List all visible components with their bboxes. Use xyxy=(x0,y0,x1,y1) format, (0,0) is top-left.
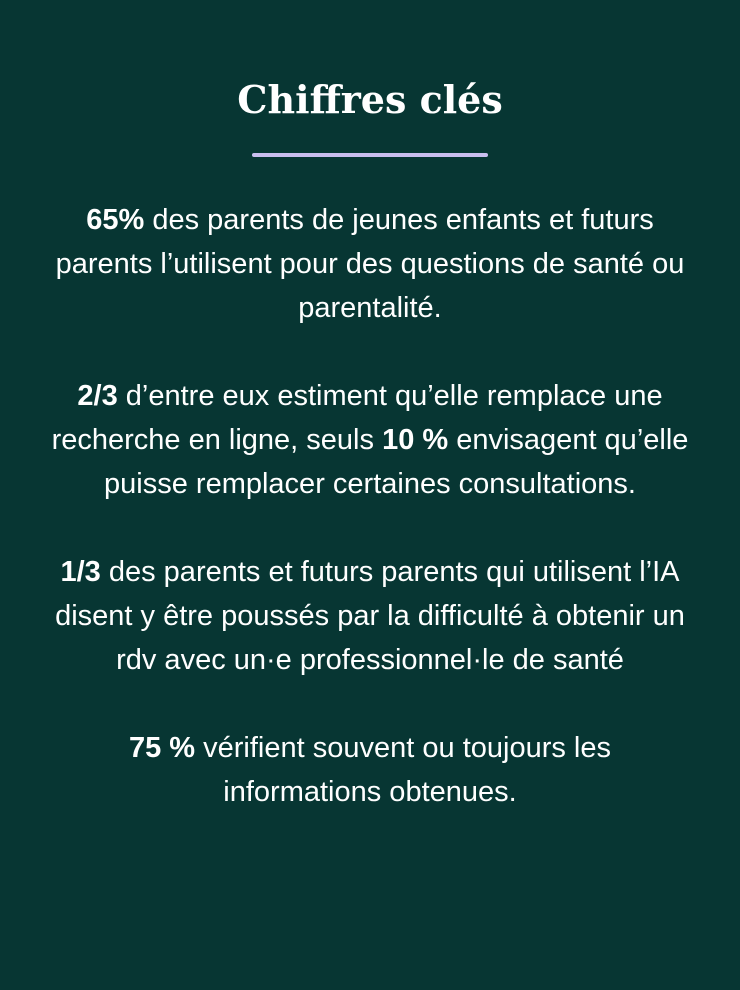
stat-item xyxy=(50,550,690,682)
stat-item xyxy=(50,726,690,814)
stat-highlight: 75 % xyxy=(128,732,196,764)
stat-item xyxy=(50,374,690,506)
stat-highlight: 10 % xyxy=(382,424,449,456)
stat-text: vérifient souvent ou toujours les informations obtenues. xyxy=(195,732,611,808)
stat-highlight: 65% xyxy=(86,204,145,236)
stat-highlight: 2/3 xyxy=(77,380,118,412)
stat-text: des parents et futurs parents qui utilisent l’IA disent y être poussés par la difficulté à obtenir un rdv avec un·e professionnel·le de santé xyxy=(55,556,685,676)
stat-highlight: 1/3 xyxy=(60,556,101,588)
page-title: Chiffres clés xyxy=(237,77,503,122)
stat-text: des parents de jeunes enfants et futurs parents l’utilisent pour des questions de santé ou parentalité. xyxy=(55,204,685,324)
stat-text: d’entre eux estiment qu’elle remplace une recherche en ligne, seuls xyxy=(51,380,663,456)
title-divider xyxy=(252,153,488,157)
stats-list xyxy=(50,198,690,858)
stat-item xyxy=(50,198,690,330)
stat-text: envisagent qu’elle puisse remplacer certaines consultations. xyxy=(104,424,689,500)
